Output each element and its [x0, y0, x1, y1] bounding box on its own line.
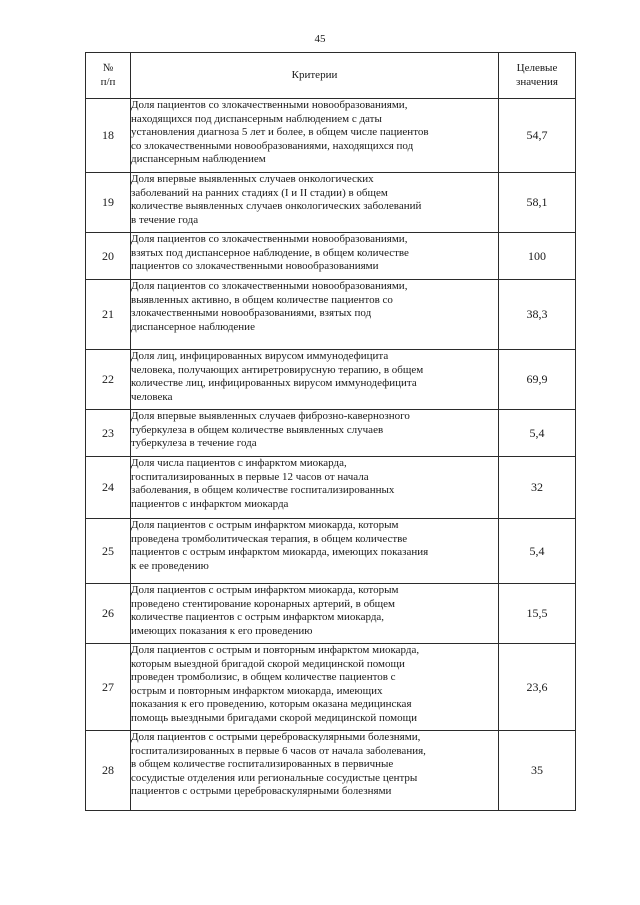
row-criterion [131, 731, 499, 811]
criterion-text-line: госпитализированных в первые 6 часов от начала заболевания, [131, 744, 426, 757]
criterion-text-line: проведена тромболитическая терапия, в общем количестве [131, 532, 408, 545]
row-number: 21 [86, 280, 131, 350]
table-row [86, 410, 576, 457]
row-number: 18 [86, 99, 131, 173]
criterion-text-line: количестве пациентов с острым инфарктом миокарда, [131, 611, 385, 623]
row-target-value: 54,7 [499, 99, 576, 173]
row-target-value: 69,9 [499, 350, 576, 410]
criterion-text-line: помощь выездными бригадами скорой медицинской помощи [131, 711, 417, 724]
criterion-text-line: пациентов с инфарктом миокарда [131, 497, 289, 510]
criterion-text-line: со злокачественными новообразованиями, находящихся под [131, 139, 414, 152]
row-target-value: 100 [499, 233, 576, 280]
row-number: 20 [86, 233, 131, 280]
criterion-text-line: находящихся под диспансерным наблюдением с даты [131, 112, 382, 125]
table-header [86, 53, 576, 99]
row-target-value: 5,4 [499, 410, 576, 457]
row-number: 28 [86, 731, 131, 811]
row-criterion [131, 233, 499, 280]
table-row [86, 173, 576, 233]
row-number: 24 [86, 457, 131, 519]
criterion-text-line: которым выездной бригадой скорой медицинской помощи [131, 657, 405, 670]
table-row [86, 280, 576, 350]
table-row [86, 519, 576, 584]
row-target-value: 32 [499, 457, 576, 519]
criterion-text-line: проведен тромболизис, в общем количестве пациентов с [131, 671, 396, 683]
header-criteria: Критерии [131, 53, 499, 99]
criterion-text-line: Доля пациентов со злокачественными новообразованиями, [131, 99, 408, 111]
header-number: № п/п [86, 53, 131, 99]
criterion-text-line: Доля пациентов с острым инфарктом миокарда, которым [131, 519, 399, 531]
page-number: 45 [314, 33, 326, 45]
table-body [86, 99, 576, 811]
criterion-text-line: в течение года [131, 213, 199, 226]
header-target-values: Целевые значения [499, 53, 576, 99]
criterion-text-line: диспансерным наблюдением [131, 153, 266, 165]
row-target-value: 5,4 [499, 519, 576, 584]
criterion-text-line: количестве выявленных случаев онкологических заболеваний [131, 200, 422, 212]
criterion-text-line: заболевания, в общем количестве госпитализированных [131, 484, 395, 496]
criteria-table [85, 52, 576, 811]
row-target-value: 23,6 [499, 644, 576, 731]
criterion-text-line: туберкулеза в течение года [131, 437, 257, 449]
row-number: 23 [86, 410, 131, 457]
criterion-text-line: Доля пациентов со злокачественными новообразованиями, [131, 280, 408, 292]
criterion-text-line: Доля числа пациентов с инфарктом миокарда, [131, 457, 347, 469]
criterion-text-line: госпитализированных в первые 12 часов от начала [131, 470, 369, 483]
criterion-text-line: выявленных активно, в общем количестве пациентов со [131, 293, 393, 306]
row-number: 19 [86, 173, 131, 233]
table-row [86, 457, 576, 519]
criterion-text-line: количестве лиц, инфицированных вирусом иммунодефицита [131, 377, 417, 389]
criterion-text-line: установления диагноза 5 лет и более, в общем числе пациентов [131, 126, 429, 138]
criterion-text-line: Доля впервые выявленных случаев онкологических [131, 173, 374, 185]
criterion-text-line: Доля пациентов с острым и повторным инфарктом миокарда, [131, 644, 420, 656]
criterion-text-line: заболеваний на ранних стадиях (I и II стадии) в общем [131, 186, 388, 199]
row-criterion [131, 644, 499, 731]
row-criterion [131, 280, 499, 350]
table-row [86, 644, 576, 731]
row-target-value: 58,1 [499, 173, 576, 233]
table-row [86, 233, 576, 280]
table-row [86, 99, 576, 173]
criterion-text-line: Доля лиц, инфицированных вирусом иммунодефицита [131, 350, 389, 362]
criterion-text-line: взятых под диспансерное наблюдение, в общем количестве [131, 246, 409, 259]
row-criterion [131, 410, 499, 457]
criterion-text-line: Доля пациентов со злокачественными новообразованиями, [131, 233, 408, 245]
row-number: 26 [86, 584, 131, 644]
table-row [86, 350, 576, 410]
criterion-text-line: сосудистые отделения или региональные сосудистые центры [131, 771, 418, 784]
criterion-text-line: имеющих показания к его проведению [131, 624, 313, 637]
row-target-value: 35 [499, 731, 576, 811]
criterion-text-line: Доля впервые выявленных случаев фиброзно-кавернозного [131, 410, 410, 422]
table-row [86, 731, 576, 811]
criterion-text-line: злокачественными новообразованиями, взятых под [131, 307, 372, 319]
row-criterion [131, 584, 499, 644]
row-number: 22 [86, 350, 131, 410]
criterion-text-line: человека, получающих антиретровирусную терапию, в общем [131, 363, 424, 376]
criterion-text-line: человека [131, 390, 173, 403]
criterion-text-line: в общем количестве госпитализированных в первичные [131, 758, 394, 770]
table-row [86, 584, 576, 644]
row-criterion [131, 173, 499, 233]
criterion-text-line: Доля пациентов с острыми цереброваскулярными болезнями, [131, 731, 421, 743]
row-target-value: 15,5 [499, 584, 576, 644]
row-number: 25 [86, 519, 131, 584]
criterion-text-line: к ее проведению [131, 559, 209, 572]
row-target-value: 38,3 [499, 280, 576, 350]
criterion-text-line: показания к его проведению, которым оказана медицинская [131, 698, 412, 710]
criterion-text-line: Доля пациентов с острым инфарктом миокарда, которым [131, 584, 399, 596]
criterion-text-line: туберкулеза в общем количестве выявленных случаев [131, 423, 384, 436]
criterion-text-line: острым и повторным инфарктом миокарда, имеющих [131, 684, 383, 697]
row-criterion [131, 350, 499, 410]
row-criterion [131, 99, 499, 173]
criterion-text-line: диспансерное наблюдение [131, 320, 255, 333]
criterion-text-line: пациентов с острым инфарктом миокарда, имеющих показания [131, 546, 429, 558]
row-criterion [131, 519, 499, 584]
criterion-text-line: проведено стентирование коронарных артерий, в общем [131, 597, 395, 610]
row-number: 27 [86, 644, 131, 731]
criterion-text-line: пациентов с острыми цереброваскулярными болезнями [131, 785, 392, 797]
row-criterion [131, 457, 499, 519]
criterion-text-line: пациентов со злокачественными новообразованиями [131, 260, 379, 272]
